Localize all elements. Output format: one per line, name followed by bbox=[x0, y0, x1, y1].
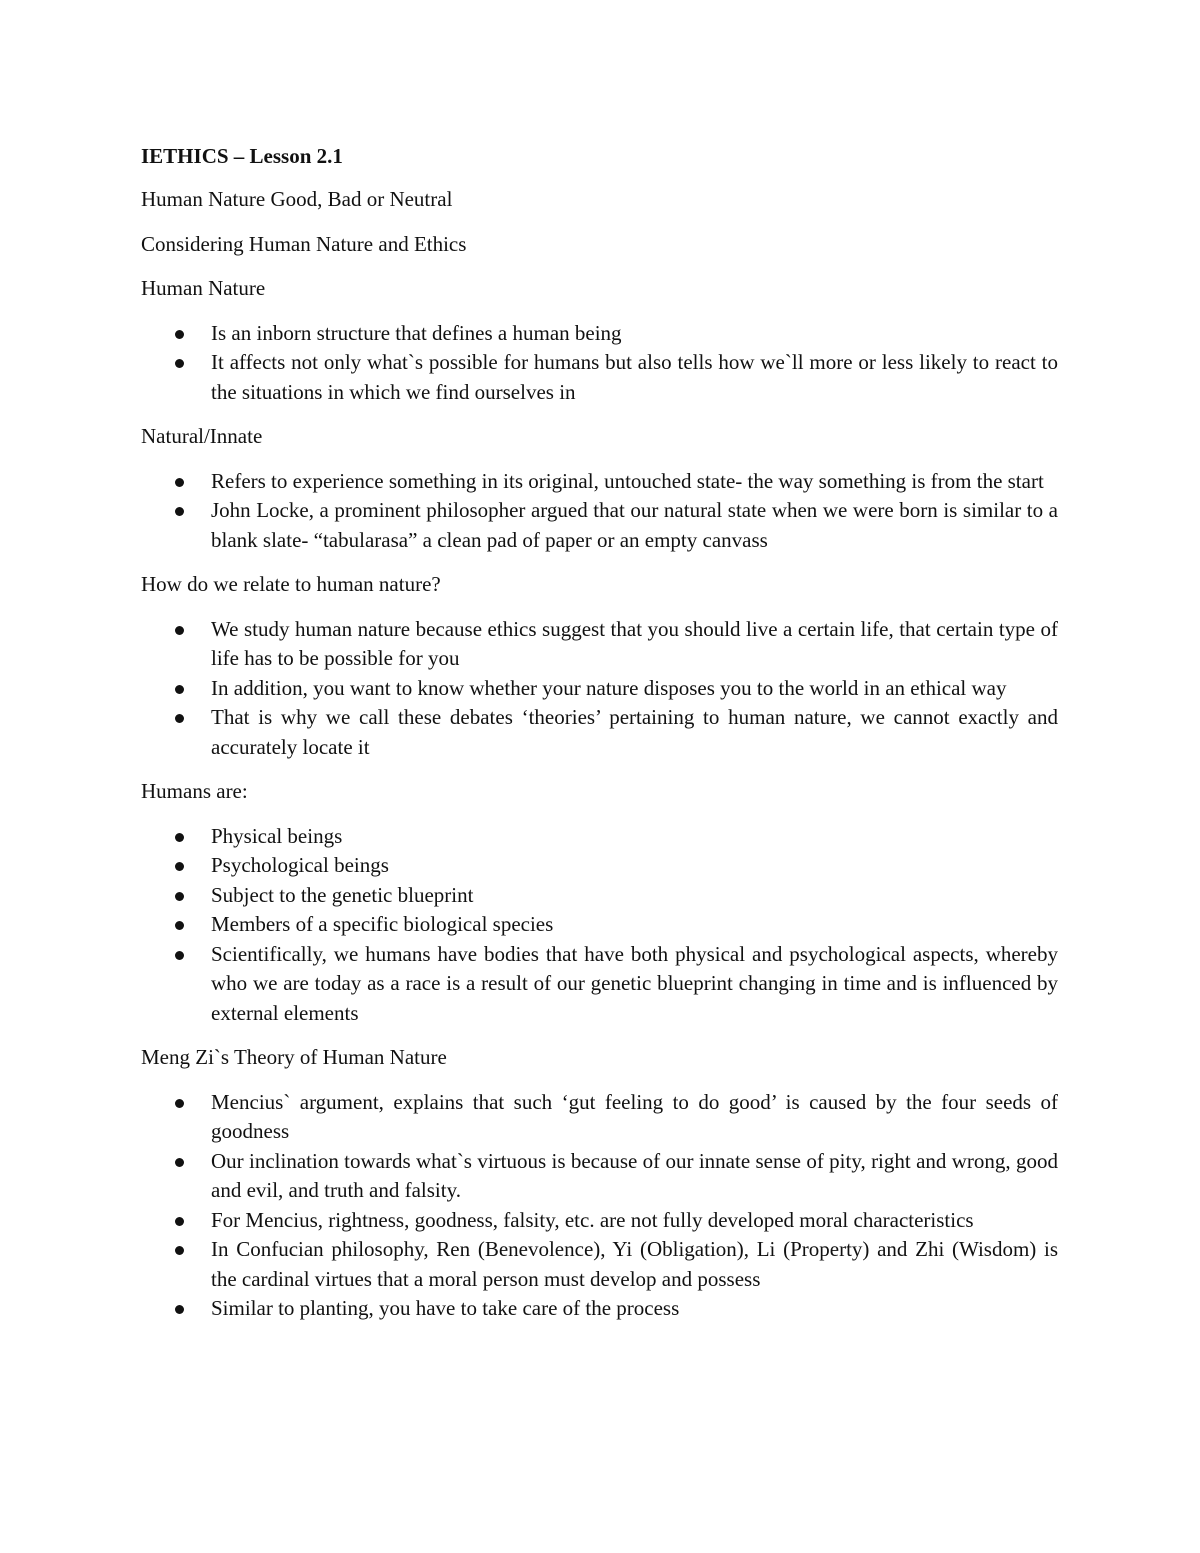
bullet-icon bbox=[175, 951, 184, 960]
bullet-icon bbox=[175, 626, 184, 635]
bullet-icon bbox=[175, 862, 184, 871]
list-item: Mencius` argument, explains that such ‘gut feeling to do good’ is caused by the four seeds of goodness bbox=[141, 1088, 1058, 1147]
bullet-icon bbox=[175, 685, 184, 694]
bullet-list bbox=[141, 615, 1058, 763]
list-item: Our inclination towards what`s virtuous is because of our innate sense of pity, right and wrong, good and evil, and truth and falsity. bbox=[141, 1147, 1058, 1206]
bullet-icon bbox=[175, 1217, 184, 1226]
bullet-icon bbox=[175, 714, 184, 723]
list-item: That is why we call these debates ‘theories’ pertaining to human nature, we cannot exactly and accurately locate it bbox=[141, 703, 1058, 762]
list-item: Subject to the genetic blueprint bbox=[141, 881, 1058, 911]
bullet-icon bbox=[175, 833, 184, 842]
bullet-icon bbox=[175, 892, 184, 901]
list-item: Is an inborn structure that defines a human being bbox=[141, 319, 1058, 349]
section-heading: Humans are: bbox=[141, 779, 248, 803]
bullet-list bbox=[141, 467, 1058, 556]
list-item: Similar to planting, you have to take care of the process bbox=[141, 1294, 1058, 1324]
bullet-list bbox=[141, 1088, 1058, 1324]
bullet-icon bbox=[175, 1099, 184, 1108]
bullet-icon bbox=[175, 330, 184, 339]
bullet-list bbox=[141, 822, 1058, 1029]
list-item: Psychological beings bbox=[141, 851, 1058, 881]
list-item: For Mencius, rightness, goodness, falsity, etc. are not fully developed moral characteristics bbox=[141, 1206, 1058, 1236]
bullet-icon bbox=[175, 1305, 184, 1314]
list-item: Scientifically, we humans have bodies that have both physical and psychological aspects, whereby who we are today as a race is a result of our genetic blueprint changing in time and is influenced by external elements bbox=[141, 940, 1058, 1029]
list-item: In addition, you want to know whether your nature disposes you to the world in an ethical way bbox=[141, 674, 1058, 704]
bullet-icon bbox=[175, 478, 184, 487]
bullet-icon bbox=[175, 921, 184, 930]
list-item: John Locke, a prominent philosopher argued that our natural state when we were born is similar to a blank slate- “tabularasa” a clean pad of paper or an empty canvass bbox=[141, 496, 1058, 555]
list-item: Members of a specific biological species bbox=[141, 910, 1058, 940]
list-item: Refers to experience something in its original, untouched state- the way something is from the start bbox=[141, 467, 1058, 497]
list-item: It affects not only what`s possible for humans but also tells how we`ll more or less likely to react to the situations in which we find ourselves in bbox=[141, 348, 1058, 407]
bullet-icon bbox=[175, 507, 184, 516]
bullet-icon bbox=[175, 359, 184, 368]
subtitle-good-bad-neutral: Human Nature Good, Bad or Neutral bbox=[141, 187, 453, 211]
bullet-icon bbox=[175, 1246, 184, 1255]
bullet-icon bbox=[175, 1158, 184, 1167]
list-item: Physical beings bbox=[141, 822, 1058, 852]
list-item: We study human nature because ethics suggest that you should live a certain life, that certain type of life has to be possible for you bbox=[141, 615, 1058, 674]
section-heading: Meng Zi`s Theory of Human Nature bbox=[141, 1045, 447, 1069]
section-heading: Natural/Innate bbox=[141, 424, 263, 448]
subtitle-considering: Considering Human Nature and Ethics bbox=[141, 231, 467, 256]
bullet-list bbox=[141, 319, 1058, 408]
section-heading: Human Nature bbox=[141, 276, 266, 300]
section-heading: How do we relate to human nature? bbox=[141, 572, 441, 596]
list-item: In Confucian philosophy, Ren (Benevolence), Yi (Obligation), Li (Property) and Zhi (Wisdom) is the cardinal virtues that a moral person must develop and possess bbox=[141, 1235, 1058, 1294]
document-title: IETHICS – Lesson 2.1 bbox=[141, 144, 343, 168]
document-page bbox=[141, 140, 1058, 1339]
